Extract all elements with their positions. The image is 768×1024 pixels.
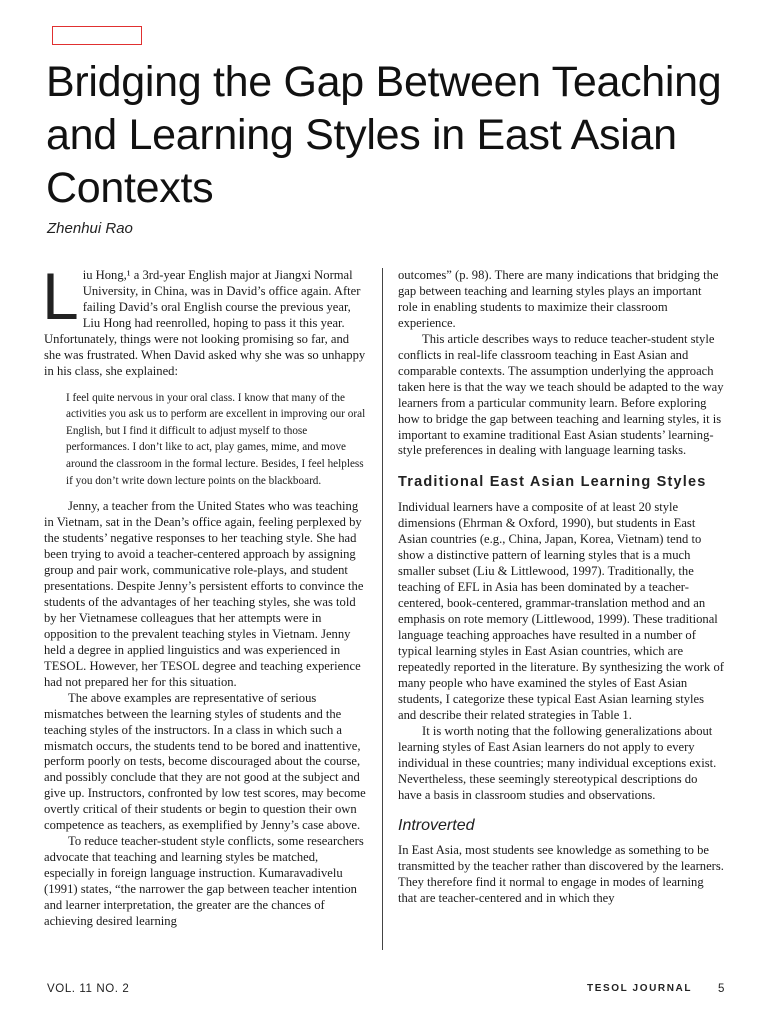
- drop-cap: L: [42, 259, 79, 333]
- paragraph: This article describes ways to reduce teacher-student style conflicts in real-life classroom teaching in East Asian and comparable contexts. The assumption underlying the approach taken here is that the way we teach should be adapted to the way learners from a particular community learn. Before exploring how to bridge the gap between teaching and learning styles, it is important to examine traditional East Asian students’ learning-style preferences in dealing with language learning tasks.: [398, 331, 724, 458]
- block-quote: I feel quite nervous in your oral class. I know that many of the activities you ask us to perform are excellent in improving our oral English, but I find it difficult to adjust myself to those performances. I don’t like to act, play games, mime, and move around the classroom in the formal lecture. Besides, I feel helpless if you don’t write down lecture points on the blackboard.: [66, 391, 366, 487]
- author-name: Zhenhui Rao: [47, 220, 133, 237]
- red-marker-box: [52, 26, 142, 45]
- section-heading: Traditional East Asian Learning Styles: [398, 474, 707, 491]
- footer-volume: VOL. 11 NO. 2: [47, 983, 130, 995]
- paragraph: Individual learners have a composite of at least 20 style dimensions (Ehrman & Oxford, 1990), but students in East Asian countries (e.g., China, Japan, Korea, Vietnam) tend to show a distinctive pattern of learning styles that is a much smaller subset (Liu & Littlewood, 1997). Traditionally, the teaching of EFL in Asia has been dominated by a teacher-centered, book-centered, grammar-translation method and an emphasis on rote memory (Littlewood, 1999). These traditional language teaching approaches have resulted in a number of typical learning styles in East Asian countries, which are repeatedly reported in the literature. By synthesizing the work of many people who have examined the styles of East Asian students, I categorize these typical East Asian learning styles and describe their related strategies in Table 1.: [398, 500, 724, 722]
- paragraph: The above examples are representative of serious mismatches between the learning styles of students and the teaching styles of the instructors. In a class in which such a mismatch occurs, the students tend to be bored and inattentive, perform poorly on tests, become discouraged about the course, and possibly conclude that they are not good at the subject and give up. Instructors, confronted by low test scores, may become overtly critical of their students or begin to question their own competence as teachers, as exemplified by Jenny’s case above.: [44, 690, 366, 833]
- footer-journal-name: TESOL JOURNAL: [587, 983, 693, 994]
- paragraph: Jenny, a teacher from the United States who was teaching in Vietnam, sat in the Dean’s office again, feeling perplexed by the students’ negative responses to her teaching style. She had been trying to avoid a teacher-centered approach by assigning group and pair work, communicative role-plays, and student presentations. Despite Jenny’s persistent efforts to convince the students of the advantages of her teaching styles, she was told by her Vietnamese colleagues that her attempts were in opposition to the prevalent teaching styles in Vietnam. Jenny held a degree in applied linguistics and was experienced in TESOL. However, her TESOL degree and teaching experience had not prepared her for this situation.: [44, 499, 364, 689]
- paragraph: In East Asia, most students see knowledge as something to be transmitted by the teacher rather than discovered by the learners. They therefore find it normal to engage in modes of learning that are teacher-centered and in which they: [398, 843, 724, 906]
- paragraph: To reduce teacher-student style conflicts, some researchers advocate that teaching and learning styles be matched, especially in foreign language instruction. Kumaravadivelu (1991) states, “the narrower the gap between teacher intention and learner interpretation, the greater are the chances of achieving desired learning: [44, 834, 364, 929]
- article-title: Bridging the Gap Between Teaching and Learning Styles in East Asian Contexts: [46, 58, 722, 212]
- intro-paragraph: [42, 259, 366, 380]
- left-column: [42, 259, 366, 930]
- intro-text: iu Hong,¹ a 3rd-year English major at Jiangxi Normal University, in China, was in David’s office again. After failing David’s oral English course the previous year, Liu Hong had reenrolled, hoping to pass it this year. Unfortunately, things were not looking promising so far, and she was frustrated. When David asked why she was so unhappy in his class, she explained:: [44, 268, 366, 378]
- paragraph: outcomes” (p. 98). There are many indications that bridging the gap between teaching and learning styles plays an important role in enabling students to maximize their classroom experience.: [398, 268, 719, 330]
- subsection-heading: Introverted: [398, 816, 475, 834]
- column-divider: [382, 268, 383, 950]
- paragraph: It is worth noting that the following generalizations about learning styles of East Asian learners do not apply to every individual in these countries; many individual exceptions exist. Nevertheless, these seemingly stereotypical descriptions do have a basis in classroom studies and observations.: [398, 723, 717, 802]
- page-number: 5: [718, 983, 725, 995]
- right-column: [398, 268, 724, 907]
